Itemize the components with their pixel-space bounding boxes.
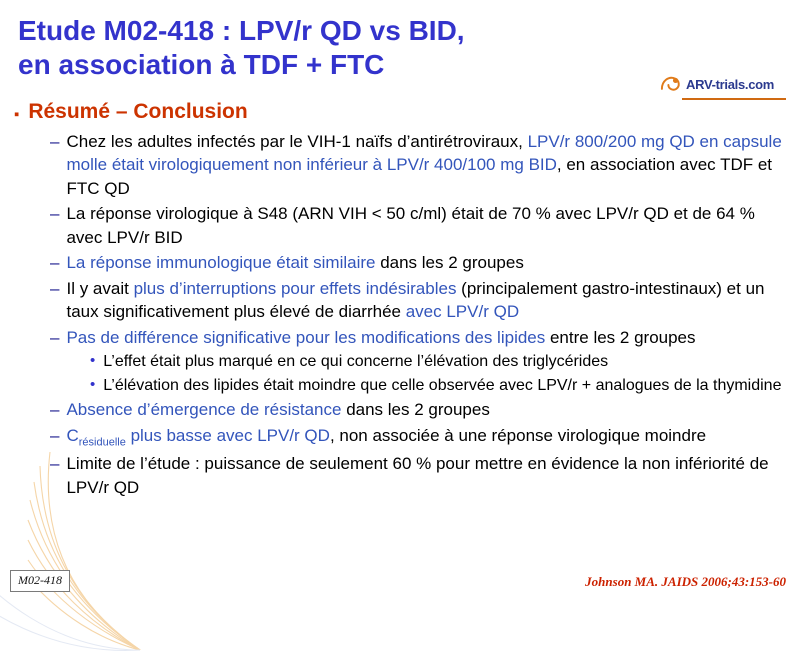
list-item-text	[66, 424, 706, 451]
footer-citation: Johnson MA. JAIDS 2006;43:153-60	[585, 574, 786, 589]
text-run: , en association avec TDF et FTC QD	[66, 155, 773, 198]
text-run: C	[66, 425, 79, 445]
text-run: L’élévation des lipides était moindre que celle observée avec LPV/r + analogues de la thymidine	[103, 376, 782, 394]
list-item	[50, 398, 790, 421]
logo-suffix: .com	[744, 77, 775, 92]
text-run: entre les 2 groupes	[545, 327, 696, 347]
dash-bullet-icon: –	[50, 132, 60, 151]
bullet-list	[14, 130, 790, 499]
page-title	[18, 14, 658, 82]
list-item-text	[66, 398, 489, 421]
text-run: dans les 2 groupes	[375, 253, 524, 273]
list-item-text	[103, 375, 781, 397]
dot-bullet-icon: •	[90, 352, 96, 370]
list-item-text	[103, 351, 608, 373]
list-item	[50, 277, 790, 324]
dash-bullet-icon: –	[50, 204, 60, 224]
slide-body	[14, 100, 790, 501]
list-item	[50, 326, 790, 349]
text-run: dans les 2 groupes	[341, 400, 490, 420]
dash-bullet-icon: –	[50, 454, 60, 474]
text-run: plus basse avec LPV/r QD	[125, 425, 330, 445]
list-item	[50, 251, 790, 274]
list-item-text	[66, 251, 523, 274]
dash-bullet-icon: –	[50, 253, 60, 273]
text-run: résiduelle	[78, 436, 126, 449]
title-line-1: Etude M02-418 : LPV/r QD vs BID,	[18, 15, 465, 46]
list-item	[50, 452, 790, 499]
text-run: La réponse immunologique était similaire	[66, 253, 376, 273]
title-line-2: en association à TDF + FTC	[18, 49, 385, 81]
swirl-icon	[658, 72, 684, 98]
list-item-text	[66, 326, 695, 349]
text-run: Pas de différence significative pour les modifications des lipides	[66, 327, 546, 347]
list-item	[50, 424, 790, 451]
dash-bullet-icon: –	[50, 400, 60, 420]
section-heading	[14, 100, 790, 124]
list-item-text	[66, 277, 790, 324]
logo-text: ARV-trials	[686, 77, 745, 92]
section-heading-label: Résumé – Conclusion	[28, 100, 248, 123]
text-run: plus d’interruptions pour effets indésirables	[133, 278, 457, 298]
text-run: L’effet était plus marqué en ce qui concerne l’élévation des triglycérides	[103, 353, 609, 371]
text-run: (principalement gastro-intestinaux) et un taux significativement plus élevé de diarrhée	[66, 278, 765, 322]
text-run: , non associée à une réponse virologique moindre	[329, 425, 707, 445]
text-run: Il y avait	[66, 278, 134, 298]
list-item-text	[66, 202, 790, 249]
dash-bullet-icon: –	[50, 278, 60, 298]
text-run: Absence d’émergence de résistance	[66, 400, 342, 420]
list-item	[90, 375, 790, 397]
text-run: Limite de l’étude : puissance de seulement 60 % pour mettre en évidence la non infériorité de LPV/r QD	[66, 454, 769, 497]
text-run: avec LPV/r QD	[405, 302, 520, 322]
list-item	[90, 351, 790, 373]
list-item	[50, 130, 790, 200]
dash-bullet-icon: –	[50, 327, 60, 347]
list-item-text	[66, 452, 790, 499]
dot-bullet-icon: •	[90, 375, 96, 393]
text-run: Chez les adultes infectés par le VIH-1 naïfs d’antirétroviraux,	[66, 132, 528, 151]
square-bullet-icon: ▪	[14, 106, 20, 123]
list-item	[50, 202, 790, 249]
text-run: La réponse virologique à S48 (ARN VIH < 50 c/ml) était de 70 % avec LPV/r QD et de 64 % avec LPV/r BID	[66, 204, 755, 247]
dash-bullet-icon: –	[50, 425, 60, 445]
arv-trials-logo	[658, 68, 786, 102]
text-run: LPV/r 800/200 mg QD en capsule molle était virologiquement non inférieur à LPV/r 400/100 mg BID	[66, 132, 782, 175]
list-item-text	[66, 130, 790, 200]
footer-study-id: M02-418	[10, 570, 70, 592]
